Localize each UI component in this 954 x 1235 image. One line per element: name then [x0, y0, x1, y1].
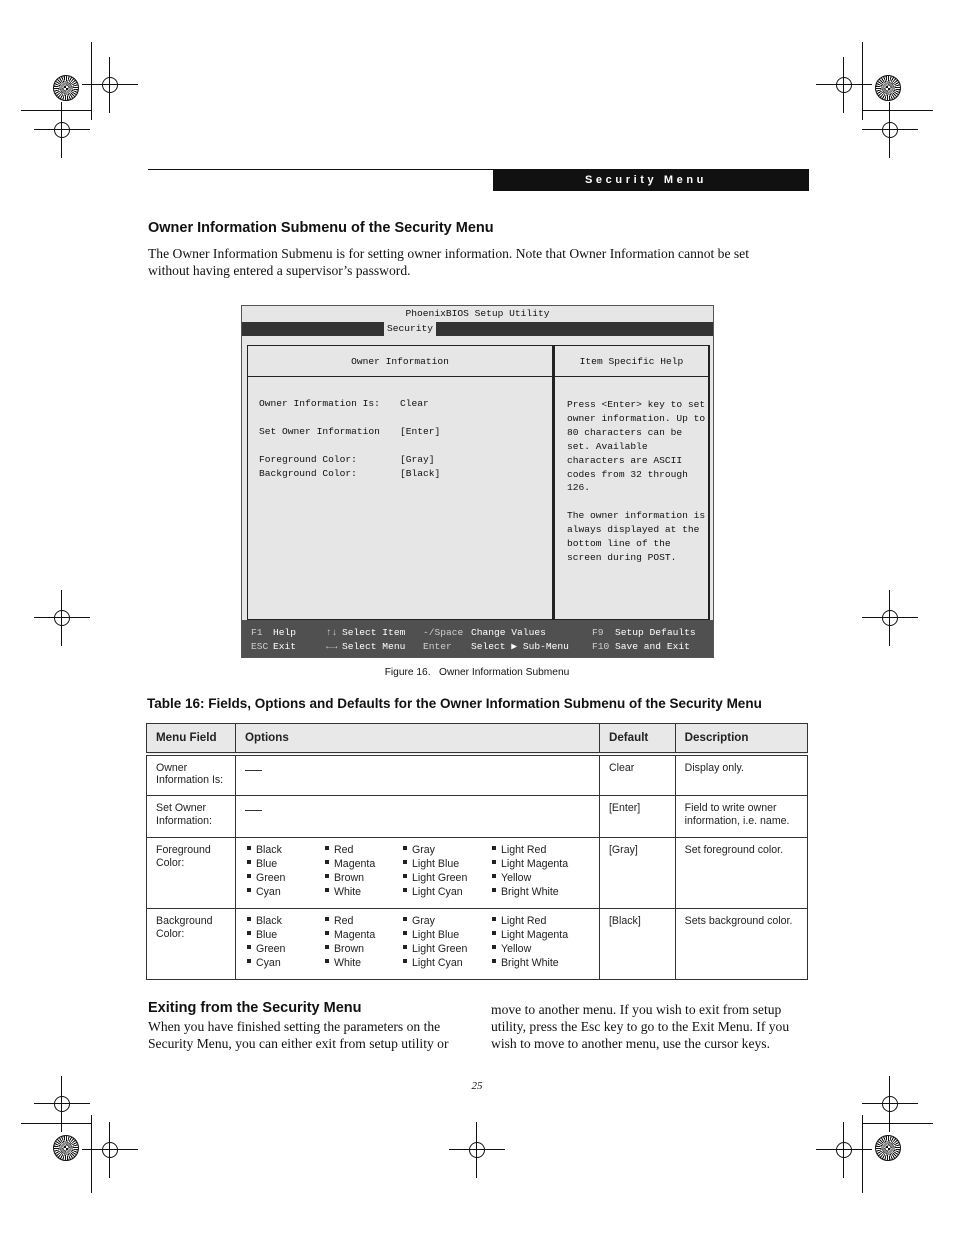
field-foreground-color[interactable]: Foreground Color: [Gray] [259, 454, 435, 465]
exiting-paragraph-col2: move to another menu. If you wish to exit from setup utility, press the Esc key to go to the Exit Menu. If you wish to move to another menu, use the cursor keys. [491, 1002, 790, 1051]
field-background-color[interactable]: Background Color: [Black] [259, 468, 441, 479]
list-item: White [323, 886, 401, 899]
table-header-row [147, 724, 808, 754]
list-item: Light Magenta [490, 929, 590, 942]
space-key: -/Space [423, 627, 464, 638]
options-table [146, 723, 808, 980]
exiting-paragraph-col1: When you have finished setting the parameters on the Security Menu, you can either exit from setup utility or [148, 1019, 449, 1051]
intro-paragraph: The Owner Information Submenu is for setting owner information. Note that Owner Information cannot be set without having entered a supervisor’s password. [148, 246, 749, 278]
table-row [147, 796, 808, 838]
help-paragraph-1: Press <Enter> key to set owner information. Up to 80 characters can be set. Available characters are ASCII codes from 32 through 126. [567, 399, 706, 494]
list-item: Bright White [490, 886, 590, 899]
table-row [147, 909, 808, 980]
esc-label: Exit [273, 641, 297, 652]
help-text [567, 398, 707, 579]
cell-field: Set Owner Information: [147, 796, 236, 838]
color-options-list [245, 915, 590, 970]
color-options-list [245, 844, 590, 899]
list-item: Gray [401, 915, 490, 928]
cell-options [235, 909, 599, 980]
list-item: Blue [245, 929, 323, 942]
item-specific-help-header: Item Specific Help [555, 346, 708, 377]
header-options: Options [235, 724, 599, 754]
owner-information-header: Owner Information [248, 346, 552, 377]
figure-caption: Figure 16. Owner Information Submenu [384, 667, 570, 678]
list-item: Blue [245, 858, 323, 871]
list-item: Brown [323, 943, 401, 956]
header-rule [148, 169, 493, 170]
table-row [147, 838, 808, 909]
space-label: Change Values [471, 627, 546, 638]
cell-description: Set foreground color. [675, 838, 807, 909]
list-item: Light Cyan [401, 957, 490, 970]
list-item: Gray [401, 844, 490, 857]
cell-field: Owner Information Is: [147, 754, 236, 796]
list-item: Red [323, 915, 401, 928]
list-item: Magenta [323, 858, 401, 871]
f9-label: Setup Defaults [615, 627, 696, 638]
bios-title: PhoenixBIOS Setup Utility [405, 308, 550, 319]
f1-label: Help [273, 627, 297, 638]
cell-default: [Gray] [599, 838, 675, 909]
list-item: Red [323, 844, 401, 857]
list-item: Black [245, 844, 323, 857]
item-specific-help-panel [553, 345, 710, 621]
owner-information-panel [247, 345, 554, 621]
header-menu-field: Menu Field [147, 724, 236, 754]
bios-screen [241, 305, 714, 658]
f1-key: F1 [251, 627, 263, 638]
f9-key: F9 [592, 627, 604, 638]
exiting-heading: Exiting from the Security Menu [148, 1000, 362, 1016]
list-item: Light Red [490, 844, 590, 857]
cell-options [235, 796, 599, 838]
cell-default: [Black] [599, 909, 675, 980]
cell-options [235, 754, 599, 796]
f10-label: Save and Exit [615, 641, 690, 652]
list-item: Light Blue [401, 858, 490, 871]
enter-label: Select ▶ Sub-Menu [471, 641, 569, 652]
list-item: Light Red [490, 915, 590, 928]
field-owner-information-is[interactable]: Owner Information Is: Clear [259, 398, 429, 409]
list-item: Yellow [490, 872, 590, 885]
header-description: Description [675, 724, 807, 754]
list-item: Yellow [490, 943, 590, 956]
list-item: Cyan [245, 886, 323, 899]
list-item: Green [245, 872, 323, 885]
dash-icon [245, 770, 262, 771]
leftright-key: ←→ [326, 641, 338, 652]
field-set-owner-information[interactable]: Set Owner Information [Enter] [259, 426, 441, 437]
list-item: Light Blue [401, 929, 490, 942]
updown-label: Select Item [342, 627, 406, 638]
cell-default: Clear [599, 754, 675, 796]
updown-key: ↑↓ [326, 627, 338, 638]
table-title: Table 16: Fields, Options and Defaults for the Owner Information Submenu of the Security Menu [147, 696, 762, 711]
cell-default: [Enter] [599, 796, 675, 838]
cell-field: Foreground Color: [147, 838, 236, 909]
cell-options [235, 838, 599, 909]
enter-key: Enter [423, 641, 452, 652]
section-tab: Security Menu [493, 169, 809, 191]
list-item: Cyan [245, 957, 323, 970]
esc-key: ESC [251, 641, 269, 652]
bios-menubar [242, 322, 713, 336]
header-default: Default [599, 724, 675, 754]
list-item: Green [245, 943, 323, 956]
list-item: Brown [323, 872, 401, 885]
cell-field: Background Color: [147, 909, 236, 980]
dash-icon [245, 810, 262, 811]
help-paragraph-2: The owner information is always displayed at the bottom line of the screen during POST. [567, 510, 706, 564]
f10-key: F10 [592, 641, 610, 652]
table-row [147, 754, 808, 796]
list-item: Light Magenta [490, 858, 590, 871]
page-number: 25 [471, 1080, 483, 1092]
cell-description: Sets background color. [675, 909, 807, 980]
section-heading: Owner Information Submenu of the Security Menu [148, 220, 494, 236]
bios-fields [259, 397, 440, 481]
cell-description: Display only. [675, 754, 807, 796]
list-item: White [323, 957, 401, 970]
list-item: Light Green [401, 872, 490, 885]
list-item: Light Cyan [401, 886, 490, 899]
list-item: Magenta [323, 929, 401, 942]
leftright-label: Select Menu [342, 641, 406, 652]
list-item: Light Green [401, 943, 490, 956]
bios-menu-security[interactable]: Security [384, 322, 436, 336]
list-item: Bright White [490, 957, 590, 970]
cell-description: Field to write owner information, i.e. name. [675, 796, 807, 838]
list-item: Black [245, 915, 323, 928]
bios-footer [242, 620, 713, 657]
